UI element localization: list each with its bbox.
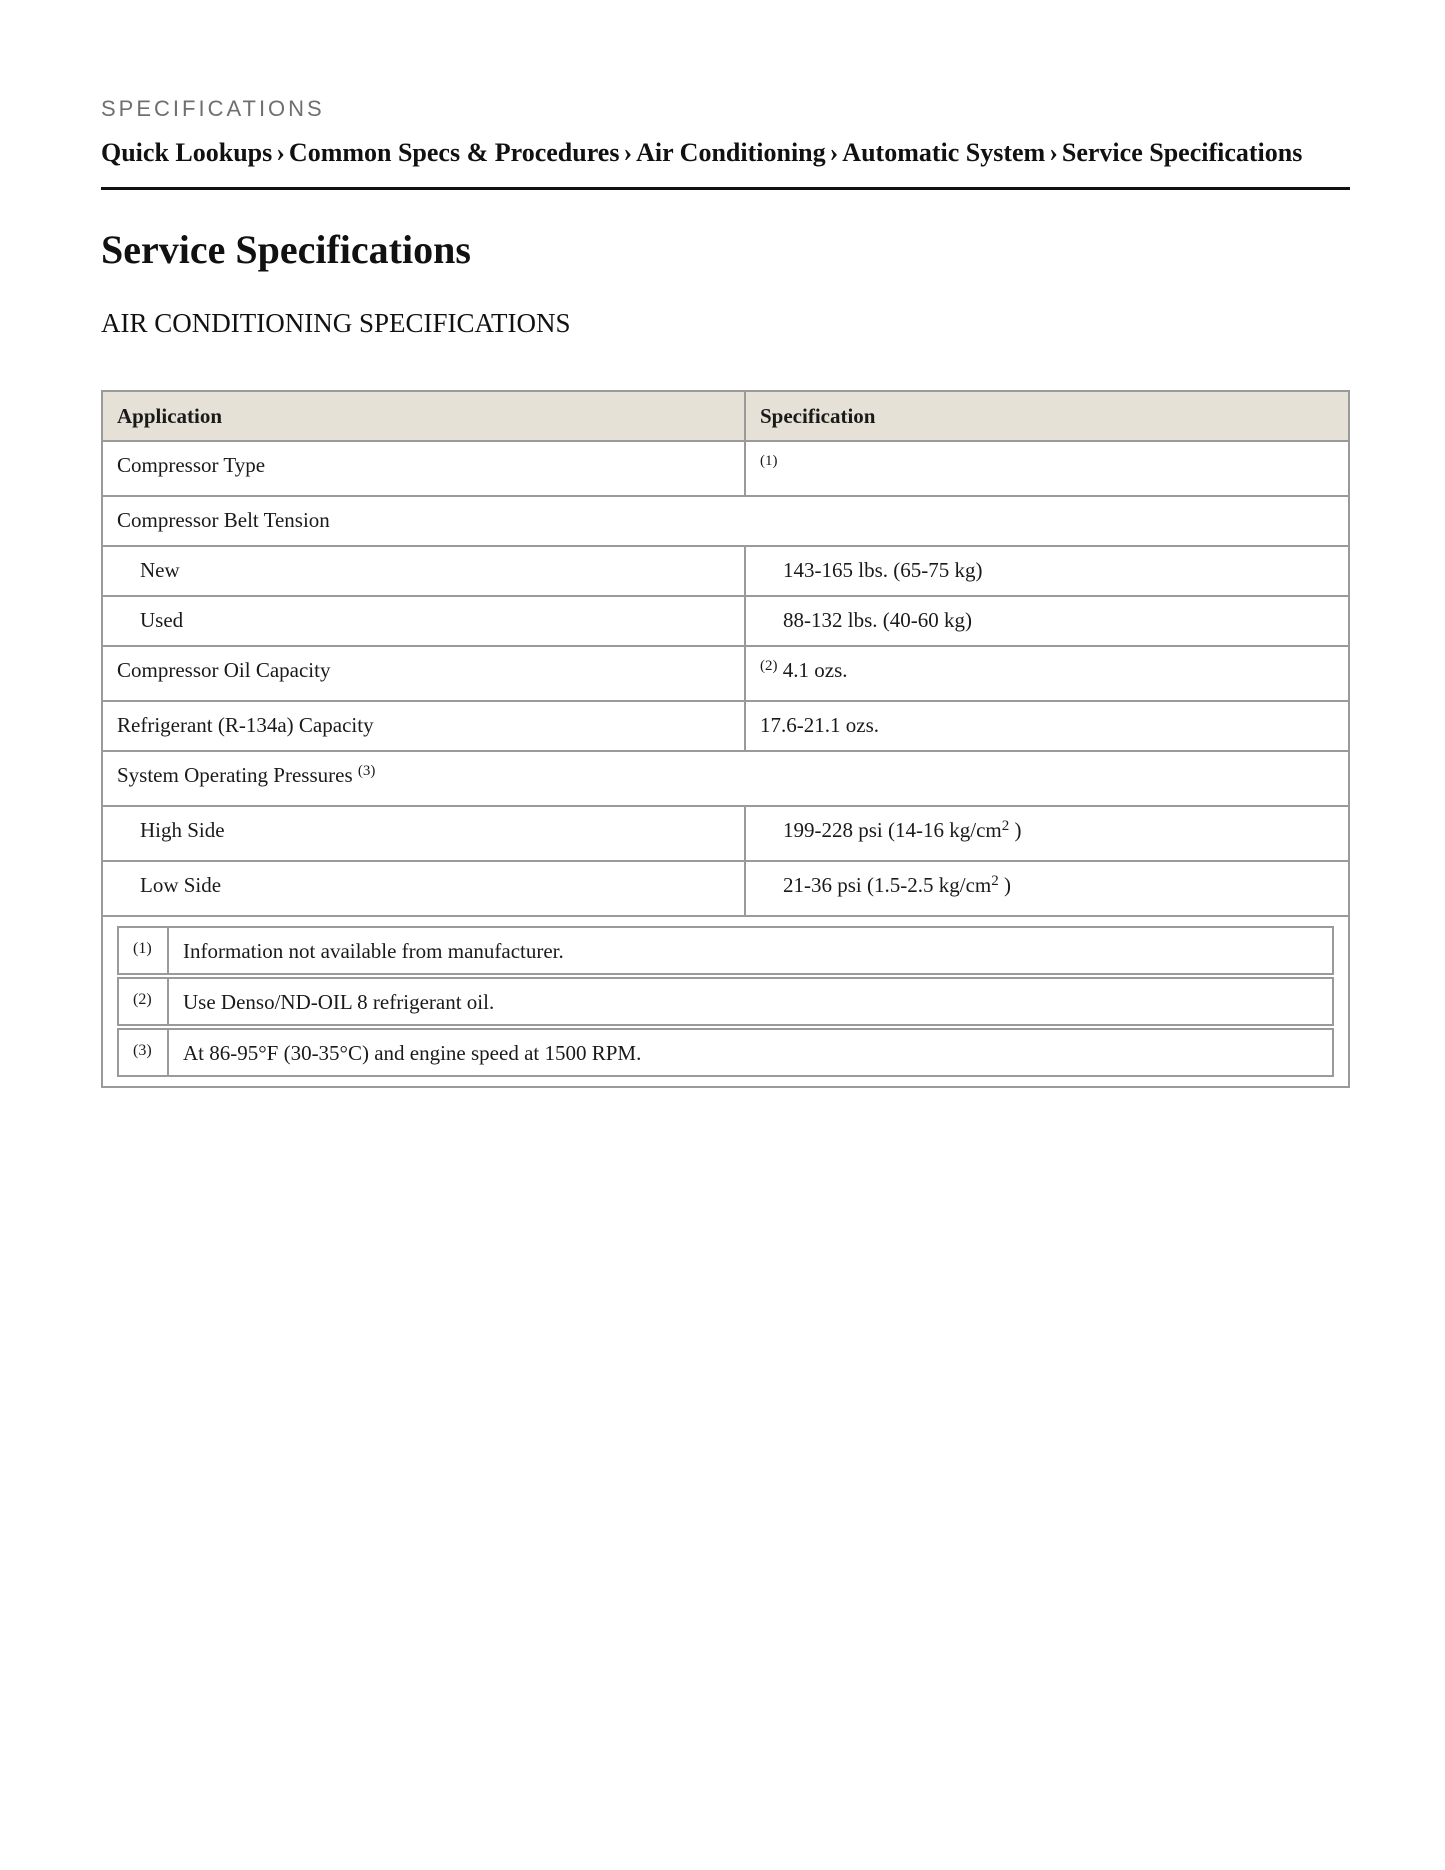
- footnote-mark: (2): [117, 977, 167, 1026]
- unit-exponent: 2: [1001, 818, 1010, 834]
- specification-value: 199-228 psi (14-16 kg/cm: [783, 818, 1002, 842]
- footnote-text: At 86-95°F (30-35°C) and engine speed at 1500 RPM.: [167, 1028, 1334, 1077]
- specification-cell: [745, 806, 1349, 861]
- footnote-mark: (1): [117, 926, 167, 975]
- section-eyebrow: SPECIFICATIONS: [101, 96, 325, 121]
- table-row: [102, 751, 1349, 806]
- application-cell: Used: [102, 596, 745, 646]
- page-title: Service Specifications: [101, 227, 471, 272]
- specification-value: 4.1 ozs.: [782, 658, 848, 682]
- column-header-specification: Specification: [745, 391, 1349, 441]
- column-header-application: Application: [102, 391, 745, 441]
- table-row: [102, 646, 1349, 701]
- breadcrumb-separator: ›: [623, 138, 633, 167]
- table-row: [102, 546, 1349, 596]
- application-cell: New: [102, 546, 745, 596]
- footnote-mark: (3): [117, 1028, 167, 1077]
- application-cell: Low Side: [102, 861, 745, 916]
- specification-cell: 17.6-21.1 ozs.: [745, 701, 1349, 751]
- footnote-reference[interactable]: (2): [760, 658, 778, 674]
- application-cell: High Side: [102, 806, 745, 861]
- specifications-table: [101, 390, 1350, 1088]
- breadcrumb-item-automatic-system[interactable]: Automatic System: [842, 138, 1046, 167]
- footnotes-cell: [102, 916, 1349, 1087]
- footnote-text: Use Denso/ND-OIL 8 refrigerant oil.: [167, 977, 1334, 1026]
- table-row: [102, 701, 1349, 751]
- footnote-text: Information not available from manufacturer.: [167, 926, 1334, 975]
- application-cell: Compressor Type: [102, 441, 745, 496]
- breadcrumb-separator: ›: [1049, 138, 1058, 167]
- group-heading-label: System Operating Pressures: [117, 763, 353, 787]
- breadcrumb-separator: ›: [829, 138, 839, 167]
- table-row: [102, 496, 1349, 546]
- footnote-reference[interactable]: (3): [357, 763, 376, 779]
- value-close: ): [1009, 818, 1022, 842]
- specification-cell: 88-132 lbs. (40-60 kg): [745, 596, 1349, 646]
- footnote-item: [117, 926, 1334, 975]
- table-row: [102, 441, 1349, 496]
- footnote-item: [117, 1028, 1334, 1077]
- breadcrumb-item-quick-lookups[interactable]: Quick Lookups: [101, 138, 273, 167]
- breadcrumb-item-common-specs[interactable]: Common Specs & Procedures: [288, 138, 620, 167]
- specification-cell: [745, 861, 1349, 916]
- group-heading-cell: Compressor Belt Tension: [102, 496, 1349, 546]
- breadcrumb-separator: ›: [276, 138, 285, 167]
- footnotes-table: [117, 924, 1334, 1079]
- breadcrumb: [101, 138, 1302, 168]
- breadcrumb-item-air-conditioning[interactable]: Air Conditioning: [636, 138, 826, 167]
- unit-exponent: 2: [991, 873, 999, 889]
- footnote-item: [117, 977, 1334, 1026]
- specification-cell: 143-165 lbs. (65-75 kg): [745, 546, 1349, 596]
- table-header-row: [102, 391, 1349, 441]
- section-title: AIR CONDITIONING SPECIFICATIONS: [101, 308, 571, 338]
- header-divider: [101, 187, 1350, 190]
- application-cell: Compressor Oil Capacity: [102, 646, 745, 701]
- value-close: ): [998, 873, 1011, 897]
- footnote-reference[interactable]: (1): [760, 453, 778, 469]
- table-row: [102, 806, 1349, 861]
- group-heading-cell: [102, 751, 1349, 806]
- specification-cell: [745, 646, 1349, 701]
- application-cell: Refrigerant (R-134a) Capacity: [102, 701, 745, 751]
- specification-cell: [745, 441, 1349, 496]
- table-row: [102, 861, 1349, 916]
- footnotes-row: [102, 916, 1349, 1087]
- table-row: [102, 596, 1349, 646]
- breadcrumb-item-service-specifications[interactable]: Service Specifications: [1061, 138, 1303, 167]
- specification-value: 21-36 psi (1.5-2.5 kg/cm: [783, 873, 992, 897]
